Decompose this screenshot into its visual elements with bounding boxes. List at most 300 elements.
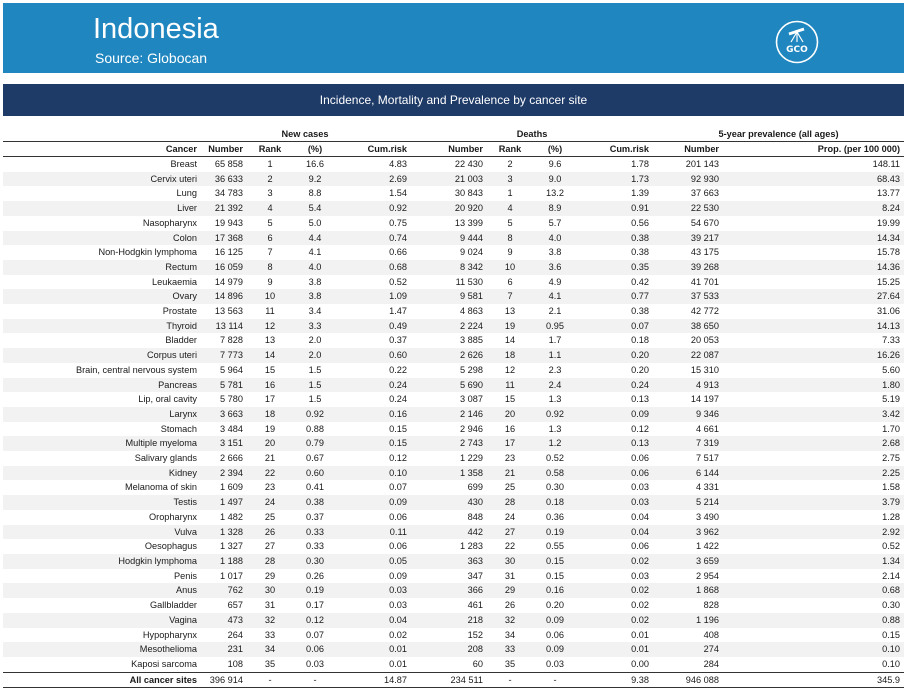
- cancer-name-cell: Kaposi sarcoma: [131, 658, 197, 669]
- table-cell: 0.52: [882, 541, 901, 552]
- table-cell: 0.02: [631, 600, 650, 611]
- cancer-name-cell: Bladder: [165, 335, 197, 346]
- table-cell: 5.60: [882, 364, 901, 375]
- total-row: [3, 672, 904, 688]
- table-cell: 0.30: [546, 482, 564, 493]
- table-cell: 0.02: [577, 554, 653, 569]
- table-cell: 31: [264, 600, 276, 611]
- table-cell: 2 626: [411, 348, 487, 363]
- table-cell: 22 430: [454, 159, 483, 169]
- table-cell: 3.3: [293, 319, 337, 334]
- table-cell: 1.54: [389, 188, 407, 199]
- country-title: Indonesia: [93, 13, 219, 45]
- cancer-name-cell: Hypopharynx: [142, 629, 197, 640]
- table-cell: 0.30: [293, 554, 337, 569]
- col-new-cumrisk: Cum.risk: [337, 142, 411, 157]
- table-cell: 0.06: [577, 466, 653, 481]
- total-cell: -: [487, 672, 533, 688]
- col-new-percent: (%): [293, 142, 337, 157]
- table-cell: 13: [264, 335, 276, 346]
- cancer-name-cell: Non-Hodgkin lymphoma: [98, 247, 197, 258]
- table-cell: 7: [487, 289, 533, 304]
- table-cell: 5.7: [548, 217, 562, 228]
- table-row: [3, 466, 904, 481]
- table-cell: 3.42: [723, 407, 904, 422]
- cancer-name-cell: Vagina: [3, 613, 199, 628]
- total-cell: 345.9: [723, 672, 904, 688]
- cancer-name-cell: Anus: [3, 583, 199, 598]
- table-cell: 65 858: [214, 159, 243, 169]
- col-prev-prop: Prop. (per 100 000): [723, 142, 904, 157]
- table-cell: 1.2: [533, 436, 577, 451]
- cancer-name-cell: Ovary: [3, 289, 199, 304]
- table-cell: 17: [487, 436, 533, 451]
- table-cell: 1.80: [723, 378, 904, 393]
- table-cell: 0.09: [533, 642, 577, 657]
- table-cell: 18: [247, 407, 293, 422]
- cancer-name-cell: Vulva: [3, 525, 199, 540]
- table-row: [3, 495, 904, 510]
- table-cell: 33: [487, 642, 533, 657]
- table-cell: 20 920: [411, 201, 487, 216]
- table-cell: 16: [504, 423, 516, 434]
- table-cell: 0.00: [631, 658, 650, 669]
- total-cell: 946 088: [653, 672, 723, 688]
- table-cell: 2.69: [337, 172, 411, 187]
- table-cell: 21 003: [411, 172, 487, 187]
- table-cell: 0.19: [293, 583, 337, 598]
- table-cell: 1.47: [389, 306, 407, 317]
- table-cell: 0.56: [631, 217, 650, 228]
- table-cell: 4.0: [293, 260, 337, 275]
- table-cell: 2.14: [882, 570, 901, 581]
- table-cell: 30: [487, 554, 533, 569]
- table-cell: 35: [504, 658, 516, 669]
- total-cell: -: [533, 672, 577, 688]
- cancer-name-cell: Brain, central nervous system: [75, 364, 197, 375]
- table-row: [3, 407, 904, 422]
- table-cell: 34: [247, 642, 293, 657]
- table-cell: 22 530: [653, 201, 723, 216]
- table-cell: 23: [264, 482, 276, 493]
- table-cell: 0.58: [533, 466, 577, 481]
- table-cell: 0.79: [293, 436, 337, 451]
- cancer-name-cell: Mesothelioma: [3, 642, 199, 657]
- table-cell: 1.34: [723, 554, 904, 569]
- table-cell: 1 422: [696, 541, 720, 552]
- table-cell: 0.35: [577, 260, 653, 275]
- table-cell: 284: [703, 658, 720, 669]
- table-cell: 33: [264, 629, 276, 640]
- table-cell: 0.13: [577, 436, 653, 451]
- table-cell: 1 017: [220, 570, 243, 581]
- table-cell: 0.88: [306, 423, 324, 434]
- table-cell: 0.05: [337, 554, 411, 569]
- cancer-name-cell: Oesophagus: [144, 541, 197, 552]
- table-cell: 4.0: [533, 231, 577, 246]
- table-cell: 0.15: [546, 570, 564, 581]
- table-cell: 0.07: [306, 629, 324, 640]
- table-cell: 461: [467, 600, 483, 611]
- table-cell: 0.11: [337, 525, 411, 540]
- total-cell: -: [293, 672, 337, 688]
- table-cell: 14: [504, 335, 516, 346]
- table-cell: 1.7: [548, 335, 562, 346]
- table-cell: 4 913: [653, 378, 723, 393]
- table-cell: 0.10: [882, 658, 901, 669]
- cancer-name-cell: Hodgkin lymphoma: [3, 554, 199, 569]
- table-row: [3, 422, 904, 437]
- cancer-name-cell: Larynx: [3, 407, 199, 422]
- table-cell: 0.67: [306, 453, 324, 464]
- table-cell: 0.20: [546, 600, 564, 611]
- table-cell: 42 772: [690, 306, 720, 317]
- table-row: [3, 525, 904, 540]
- table-cell: 7 828: [220, 335, 243, 346]
- table-cell: 0.19: [533, 525, 577, 540]
- table-cell: 0.49: [337, 319, 411, 334]
- table-cell: 9: [267, 276, 273, 287]
- table-cell: 23: [504, 453, 516, 464]
- table-cell: 1.39: [631, 188, 650, 199]
- table-cell: 54 670: [690, 217, 720, 228]
- table-cell: 39 268: [653, 260, 723, 275]
- source-label: Source: Globocan: [95, 50, 208, 66]
- table-cell: 828: [703, 600, 720, 611]
- table-row: [3, 378, 904, 393]
- table-cell: 0.02: [389, 629, 407, 640]
- table-cell: 24: [504, 511, 516, 522]
- table-cell: 37 663: [690, 188, 720, 199]
- table-cell: 0.09: [337, 495, 411, 510]
- table-cell: 2: [247, 172, 293, 187]
- table-cell: 32: [487, 613, 533, 628]
- table-cell: 1.1: [533, 348, 577, 363]
- table-cell: 8.8: [308, 188, 322, 199]
- table-cell: 1 482: [220, 511, 243, 522]
- table-cell: 3: [267, 188, 273, 199]
- table-row: [3, 157, 904, 172]
- table-row: [3, 583, 904, 598]
- col-prev-number: Number: [653, 142, 723, 157]
- table-cell: 1.28: [882, 511, 901, 522]
- table-cell: 9.2: [293, 172, 337, 187]
- table-cell: 6: [247, 231, 293, 246]
- table-cell: 0.15: [533, 554, 577, 569]
- table-cell: 0.37: [306, 511, 324, 522]
- table-cell: 2.92: [723, 525, 904, 540]
- table-cell: 0.12: [389, 453, 407, 464]
- table-cell: 26: [504, 600, 516, 611]
- col-death-rank: Rank: [487, 142, 533, 157]
- table-cell: 32: [247, 613, 293, 628]
- table-cell: 0.92: [533, 407, 577, 422]
- table-cell: 347: [467, 570, 483, 581]
- table-cell: 0.18: [631, 335, 650, 346]
- table-cell: 2.68: [723, 436, 904, 451]
- table-row: [3, 172, 904, 187]
- table-cell: 5.19: [882, 394, 901, 405]
- table-row: [3, 231, 904, 246]
- table-cell: 15.78: [877, 247, 901, 258]
- table-cell: 0.68: [337, 260, 411, 275]
- table-cell: 7: [267, 247, 273, 258]
- table-cell: 442: [411, 525, 487, 540]
- table-cell: 5 690: [411, 378, 487, 393]
- table-cell: 22: [247, 466, 293, 481]
- col-death-cumrisk: Cum.risk: [577, 142, 653, 157]
- table-cell: 0.15: [337, 436, 411, 451]
- cancer-name-cell: Thyroid: [3, 319, 199, 334]
- table-cell: 34: [504, 629, 516, 640]
- table-cell: 14.34: [723, 231, 904, 246]
- total-cell: 234 511: [411, 672, 487, 688]
- table-cell: 0.06: [631, 453, 650, 464]
- table-cell: 11: [487, 378, 533, 393]
- table-cell: 30 843: [454, 188, 483, 199]
- table-row: [3, 319, 904, 334]
- cancer-name-cell: Liver: [3, 201, 199, 216]
- table-cell: 0.60: [293, 466, 337, 481]
- table-cell: 15: [504, 394, 516, 405]
- table-cell: 1 188: [199, 554, 247, 569]
- table-cell: 2.3: [548, 364, 562, 375]
- table-row: [3, 275, 904, 290]
- table-cell: 0.04: [337, 613, 411, 628]
- table-cell: 0.74: [337, 231, 411, 246]
- table-cell: 0.22: [389, 364, 407, 375]
- table-cell: 3: [487, 172, 533, 187]
- table-cell: 1.5: [293, 378, 337, 393]
- table-cell: 9 444: [411, 231, 487, 246]
- table-cell: 0.04: [631, 511, 650, 522]
- table-cell: 0.13: [631, 394, 650, 405]
- table-cell: 92 930: [653, 172, 723, 187]
- table-cell: 366: [411, 583, 487, 598]
- table-cell: 2.25: [723, 466, 904, 481]
- table-cell: 0.33: [306, 541, 324, 552]
- table-cell: 8: [247, 260, 293, 275]
- table-cell: 0.01: [577, 642, 653, 657]
- table-cell: 16 125: [214, 247, 243, 258]
- table-cell: 231: [199, 642, 247, 657]
- logo-text: GCO: [786, 45, 808, 55]
- table-cell: 24: [247, 495, 293, 510]
- cancer-name-cell: Breast: [170, 159, 197, 169]
- table-cell: 3 885: [460, 335, 483, 346]
- table-cell: 0.06: [293, 642, 337, 657]
- table-cell: 20 053: [690, 335, 720, 346]
- table-cell: 0.07: [389, 482, 407, 493]
- table-cell: 1 229: [460, 453, 483, 464]
- total-cell: 14.87: [337, 672, 411, 688]
- table-cell: 0.92: [293, 407, 337, 422]
- table-cell: 848: [467, 511, 483, 522]
- table-cell: 3.79: [723, 495, 904, 510]
- table-cell: 1 283: [460, 541, 483, 552]
- table-cell: 2.4: [533, 378, 577, 393]
- table-cell: 0.77: [577, 289, 653, 304]
- table-cell: 1 196: [653, 613, 723, 628]
- table-cell: 0.30: [882, 600, 901, 611]
- table-subtitle: [3, 84, 904, 116]
- table-cell: 1.5: [308, 364, 322, 375]
- table-cell: 0.91: [577, 201, 653, 216]
- table-cell: 2 743: [411, 436, 487, 451]
- table-row: [3, 436, 904, 451]
- table-cell: 6 144: [653, 466, 723, 481]
- table-cell: 0.38: [631, 306, 650, 317]
- table-cell: 12: [247, 319, 293, 334]
- table-cell: 148.11: [872, 159, 901, 169]
- table-cell: 3.8: [308, 276, 322, 287]
- table-cell: 9 024: [460, 247, 483, 258]
- col-death-number: Number: [411, 142, 487, 157]
- cancer-name-cell: Colon: [3, 231, 199, 246]
- table-cell: 0.75: [389, 217, 407, 228]
- table-cell: 0.10: [337, 466, 411, 481]
- cancer-statistics-table: [3, 127, 904, 688]
- table-cell: 31.06: [877, 306, 901, 317]
- table-cell: 39 217: [653, 231, 723, 246]
- cancer-name-cell: Stomach: [160, 423, 197, 434]
- cancer-name-cell: Lip, oral cavity: [138, 394, 197, 405]
- table-cell: 2.0: [308, 335, 322, 346]
- table-cell: 0.52: [389, 276, 407, 287]
- table-row: [3, 260, 904, 275]
- cancer-name-cell: Cervix uteri: [3, 172, 199, 187]
- table-cell: 1.3: [548, 394, 562, 405]
- table-cell: 0.66: [389, 247, 407, 258]
- table-cell: 0.17: [306, 600, 324, 611]
- table-cell: 1.58: [882, 482, 901, 493]
- table-cell: 0.52: [546, 453, 564, 464]
- table-cell: 0.04: [577, 525, 653, 540]
- table-cell: 0.12: [631, 423, 650, 434]
- table-cell: 15: [264, 364, 276, 375]
- table-cell: 7 319: [653, 436, 723, 451]
- table-cell: 13: [504, 306, 516, 317]
- table-cell: 1.73: [577, 172, 653, 187]
- table-cell: 3 151: [199, 436, 247, 451]
- table-cell: 1.09: [337, 289, 411, 304]
- table-cell: 41 701: [690, 276, 720, 287]
- table-cell: 15.25: [877, 276, 901, 287]
- cancer-name-cell: Oropharynx: [148, 511, 197, 522]
- group-prevalence: 5-year prevalence (all ages): [718, 129, 839, 139]
- table-cell: 1.3: [548, 423, 562, 434]
- table-cell: 0.16: [533, 583, 577, 598]
- cancer-name-cell: Lung: [176, 188, 197, 199]
- table-cell: 5: [507, 217, 513, 228]
- table-cell: 473: [199, 613, 247, 628]
- table-cell: 68.43: [723, 172, 904, 187]
- table-cell: 35: [264, 658, 276, 669]
- table-cell: 0.37: [389, 335, 407, 346]
- table-row: [3, 657, 904, 672]
- gco-logo-icon: [775, 20, 819, 64]
- table-cell: 0.36: [546, 511, 564, 522]
- table-cell: 3 663: [199, 407, 247, 422]
- table-cell: 5 781: [199, 378, 247, 393]
- table-cell: 0.60: [337, 348, 411, 363]
- cancer-name-cell: Melanoma of skin: [124, 482, 197, 493]
- cancer-name-cell: Testis: [3, 495, 199, 510]
- table-cell: 28: [247, 554, 293, 569]
- table-cell: 0.41: [306, 482, 324, 493]
- table-cell: 31: [504, 570, 516, 581]
- table-cell: 0.95: [533, 319, 577, 334]
- table-cell: 5 780: [220, 394, 243, 405]
- table-cell: 4.4: [293, 231, 337, 246]
- table-row: [3, 480, 904, 495]
- table-row: [3, 598, 904, 613]
- table-cell: 108: [227, 658, 243, 669]
- table-cell: 3.6: [533, 260, 577, 275]
- table-cell: 14: [247, 348, 293, 363]
- table-row: [3, 245, 904, 260]
- table-cell: 26: [247, 525, 293, 540]
- table-cell: 17: [264, 394, 276, 405]
- table-cell: 0.09: [577, 407, 653, 422]
- table-cell: 0.20: [577, 348, 653, 363]
- table-cell: 0.12: [293, 613, 337, 628]
- table-cell: 22 087: [653, 348, 723, 363]
- cancer-name-cell: Prostate: [162, 306, 197, 317]
- column-group-row: [3, 127, 904, 142]
- table-cell: 9.6: [548, 159, 562, 169]
- table-cell: 0.07: [577, 319, 653, 334]
- table-cell: 0.24: [389, 394, 407, 405]
- table-cell: 0.24: [577, 378, 653, 393]
- table-cell: 7 517: [696, 453, 720, 464]
- table-row: [3, 569, 904, 584]
- table-row: [3, 613, 904, 628]
- cancer-name-cell: Penis: [174, 570, 197, 581]
- table-cell: 0.15: [882, 629, 901, 640]
- table-cell: 0.03: [631, 482, 650, 493]
- table-cell: 657: [227, 600, 243, 611]
- table-cell: 0.02: [577, 583, 653, 598]
- table-cell: 15 310: [690, 364, 720, 375]
- cancer-name-cell: Rectum: [3, 260, 199, 275]
- cancer-name-cell: Salivary glands: [134, 453, 197, 464]
- table-cell: 8 342: [411, 260, 487, 275]
- subtitle-text: Incidence, Mortality and Prevalence by cancer site: [319, 93, 588, 107]
- table-cell: 0.03: [337, 583, 411, 598]
- table-cell: 1 358: [411, 466, 487, 481]
- table-cell: 2 394: [199, 466, 247, 481]
- table-cell: 4 863: [460, 306, 483, 317]
- table-cell: 29: [264, 570, 276, 581]
- table-cell: 5 964: [220, 364, 243, 375]
- table-cell: 27: [487, 525, 533, 540]
- table-cell: 0.03: [577, 495, 653, 510]
- table-cell: 1 868: [653, 583, 723, 598]
- table-cell: 18: [487, 348, 533, 363]
- table-cell: 0.01: [337, 642, 411, 657]
- table-cell: 0.06: [546, 629, 564, 640]
- table-row: [3, 510, 904, 525]
- cancer-name-cell: Leukaemia: [152, 276, 197, 287]
- cancer-name-cell: Corpus uteri: [3, 348, 199, 363]
- table-cell: 30: [247, 583, 293, 598]
- table-cell: 22: [504, 541, 516, 552]
- table-cell: 5 298: [460, 364, 483, 375]
- table-cell: 3.4: [308, 306, 322, 317]
- table-cell: 3.8: [293, 289, 337, 304]
- table-cell: 20: [247, 436, 293, 451]
